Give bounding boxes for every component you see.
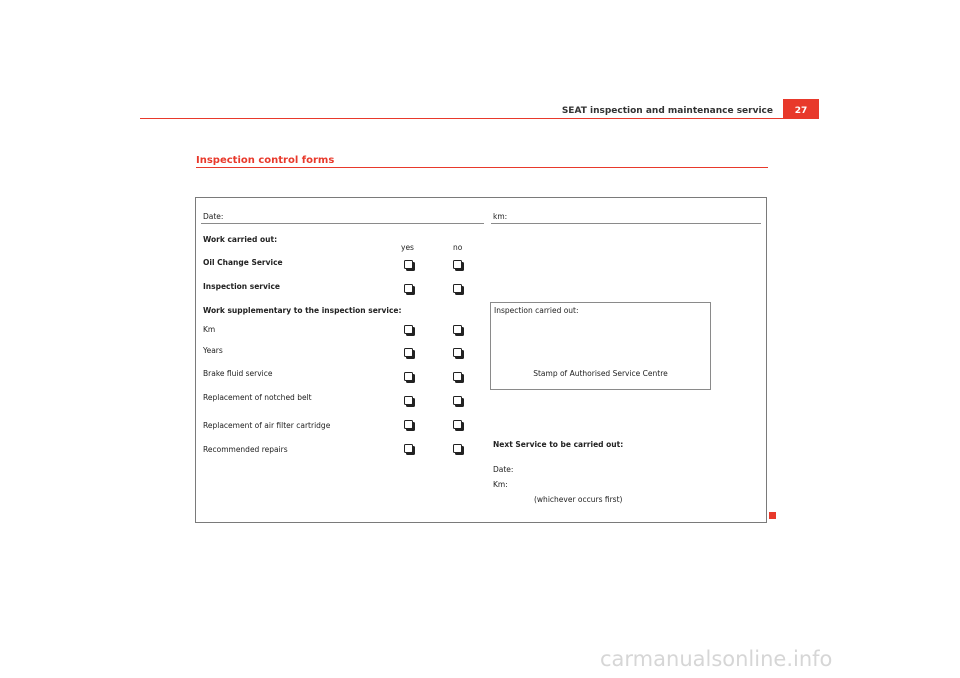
section-title: Inspection control forms <box>196 155 335 166</box>
km-yes-checkbox[interactable] <box>404 325 413 334</box>
row-label-km: Km <box>203 325 216 334</box>
row-label-notched-belt: Replacement of notched belt <box>203 393 312 402</box>
row-label-inspection-service: Inspection service <box>203 282 280 291</box>
header-divider <box>140 118 819 119</box>
next-service-km-label: Km: <box>493 480 508 489</box>
inspection-carried-out-label: Inspection carried out: <box>494 306 579 315</box>
notched-belt-no-checkbox[interactable] <box>453 396 462 405</box>
work-carried-out-heading: Work carried out: <box>203 235 278 244</box>
section-divider <box>196 167 768 168</box>
km-label: km: <box>493 212 508 221</box>
oil-change-no-checkbox[interactable] <box>453 260 462 269</box>
row-label-oil-change: Oil Change Service <box>203 258 283 267</box>
no-column-label: no <box>453 243 463 252</box>
whichever-occurs-first-note: (whichever occurs first) <box>534 495 623 504</box>
site-watermark: carmanualsonline.info <box>600 647 833 671</box>
supplementary-work-heading: Work supplementary to the inspection service: <box>203 306 402 315</box>
next-service-heading: Next Service to be carried out: <box>493 440 624 449</box>
running-header: SEAT inspection and maintenance service <box>561 106 773 116</box>
next-service-date-label: Date: <box>493 465 514 474</box>
row-label-recommended-repairs: Recommended repairs <box>203 445 288 454</box>
km-field-line[interactable] <box>491 223 761 224</box>
recommended-repairs-no-checkbox[interactable] <box>453 444 462 453</box>
page-number-badge: 27 <box>783 99 819 119</box>
air-filter-yes-checkbox[interactable] <box>404 420 413 429</box>
recommended-repairs-yes-checkbox[interactable] <box>404 444 413 453</box>
oil-change-yes-checkbox[interactable] <box>404 260 413 269</box>
km-no-checkbox[interactable] <box>453 325 462 334</box>
inspection-service-no-checkbox[interactable] <box>453 284 462 293</box>
yes-column-label: yes <box>401 243 414 252</box>
brake-fluid-no-checkbox[interactable] <box>453 372 462 381</box>
years-no-checkbox[interactable] <box>453 348 462 357</box>
brake-fluid-yes-checkbox[interactable] <box>404 372 413 381</box>
stamp-caption: Stamp of Authorised Service Centre <box>533 369 668 378</box>
row-label-years: Years <box>203 346 223 355</box>
air-filter-no-checkbox[interactable] <box>453 420 462 429</box>
date-label: Date: <box>203 212 224 221</box>
date-field-line[interactable] <box>201 223 484 224</box>
row-label-brake-fluid: Brake fluid service <box>203 369 273 378</box>
years-yes-checkbox[interactable] <box>404 348 413 357</box>
section-end-marker <box>769 512 776 519</box>
inspection-service-yes-checkbox[interactable] <box>404 284 413 293</box>
notched-belt-yes-checkbox[interactable] <box>404 396 413 405</box>
row-label-air-filter: Replacement of air filter cartridge <box>203 421 331 430</box>
